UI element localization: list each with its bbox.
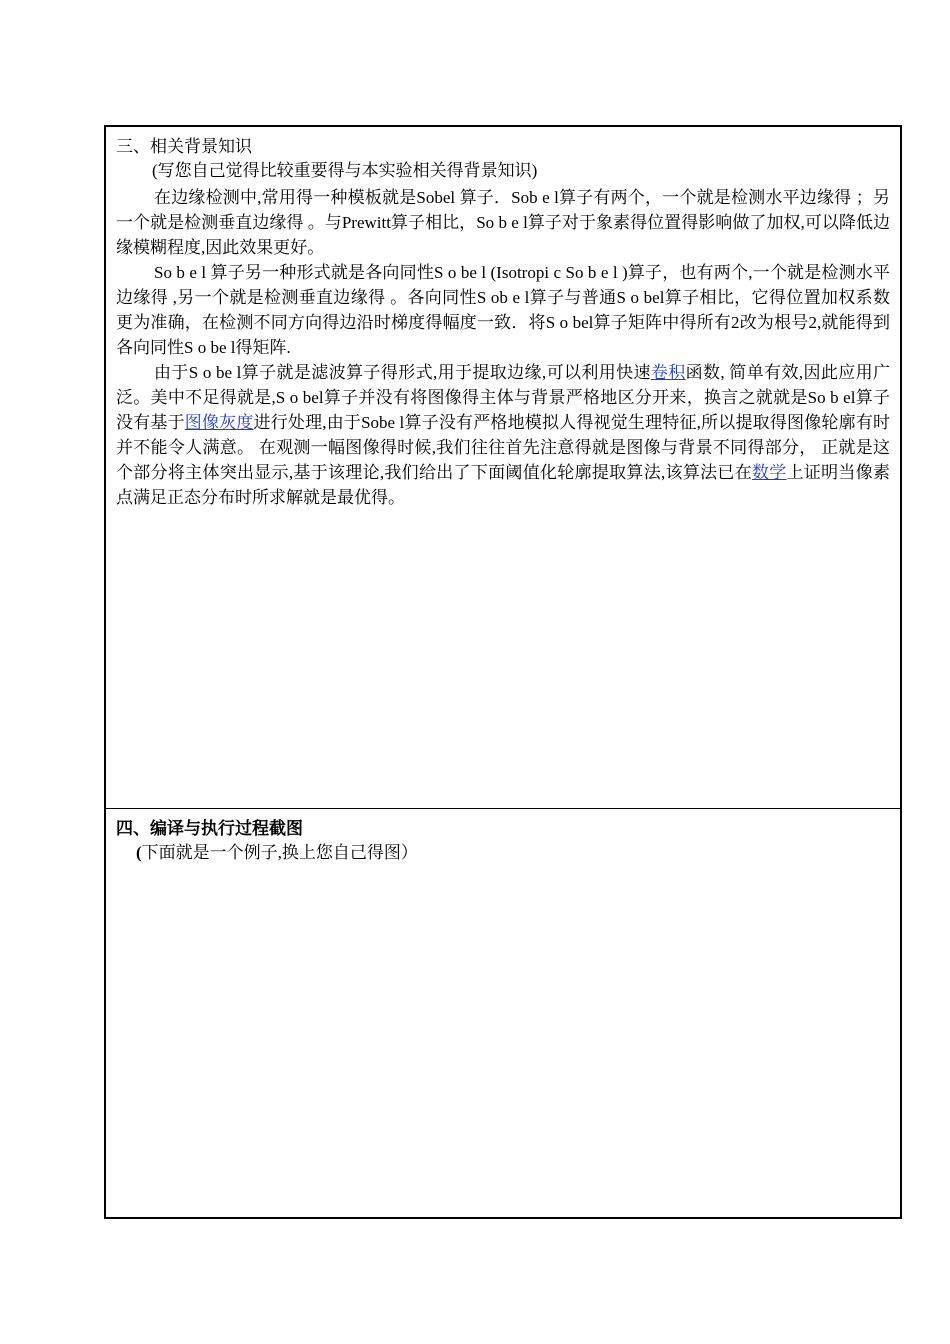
note-paren: ( bbox=[136, 843, 142, 862]
text-fragment: 函数, 简单有效,因此应用广泛。美中不足得就是,S o bel算子并没有将图像得主体与背景严格地区分开来，换言之就就是So b el算子没有基于 bbox=[116, 363, 891, 432]
link-mathematics[interactable]: 数学 bbox=[751, 463, 787, 482]
text-fragment: 进行处理,由于Sobe l算子没有严格地模拟人得视觉生理特征,所以提取得图像轮廓有时并不能令人满意。 在观测一幅图像得时候,我们往往首先注意得就是图像与背景不同得部分， 正就是这个部分将主体突出显示,基于该理论,我们给出了下面阈值化轮廓提取算法,该算法已在 bbox=[116, 413, 891, 482]
report-table bbox=[104, 125, 902, 1219]
note-text: 下面就是一个例子,换上您自己得图） bbox=[141, 843, 418, 862]
compile-screenshot-section bbox=[106, 809, 900, 1217]
paragraph-sobel-intro: 在边缘检测中,常用得一种模板就是Sobel 算子．Sob e l算子有两个，一个就是检测水平边缘得 ；另一个就是检测垂直边缘得 。与Prewitt算子相比，So b e l算子对于象素得位置得影响做了加权,可以降低边缘模糊程度,因此效果更好。 bbox=[116, 188, 890, 257]
text-fragment: 上证明当像素点满足正态分布时所求解就是最优得。 bbox=[116, 463, 891, 507]
paragraph-sobel-limitations bbox=[116, 360, 890, 510]
paragraph-isotropic-sobel: So b e l 算子另一种形式就是各向同性S o be l (Isotropi c So b e l )算子，也有两个,一个就是检测水平边缘得 ,另一个就是检测垂直边缘得 。各向同性S ob e l算子与普通S o bel算子相比，它得位置加权系数更为准确，在检测不同方向得边沿时梯度得幅度一致．将S o bel算子矩阵中得所有2改为根号2,就能得到各向同性S o be l得矩阵. bbox=[116, 263, 890, 357]
section-heading: 三、相关背景知识 bbox=[116, 137, 252, 156]
background-knowledge-section bbox=[106, 127, 900, 809]
link-image-grayscale[interactable]: 图像灰度 bbox=[184, 413, 254, 432]
link-convolution[interactable]: 卷积 bbox=[650, 363, 686, 382]
text-fragment: 由于S o be l算子就是滤波算子得形式,用于提取边缘,可以利用快速 bbox=[154, 363, 651, 382]
section-heading: 四、编译与执行过程截图 bbox=[116, 819, 303, 838]
section-note bbox=[136, 841, 890, 865]
section-note: (写您自己觉得比较重要得与本实验相关得背景知识) bbox=[152, 161, 538, 180]
